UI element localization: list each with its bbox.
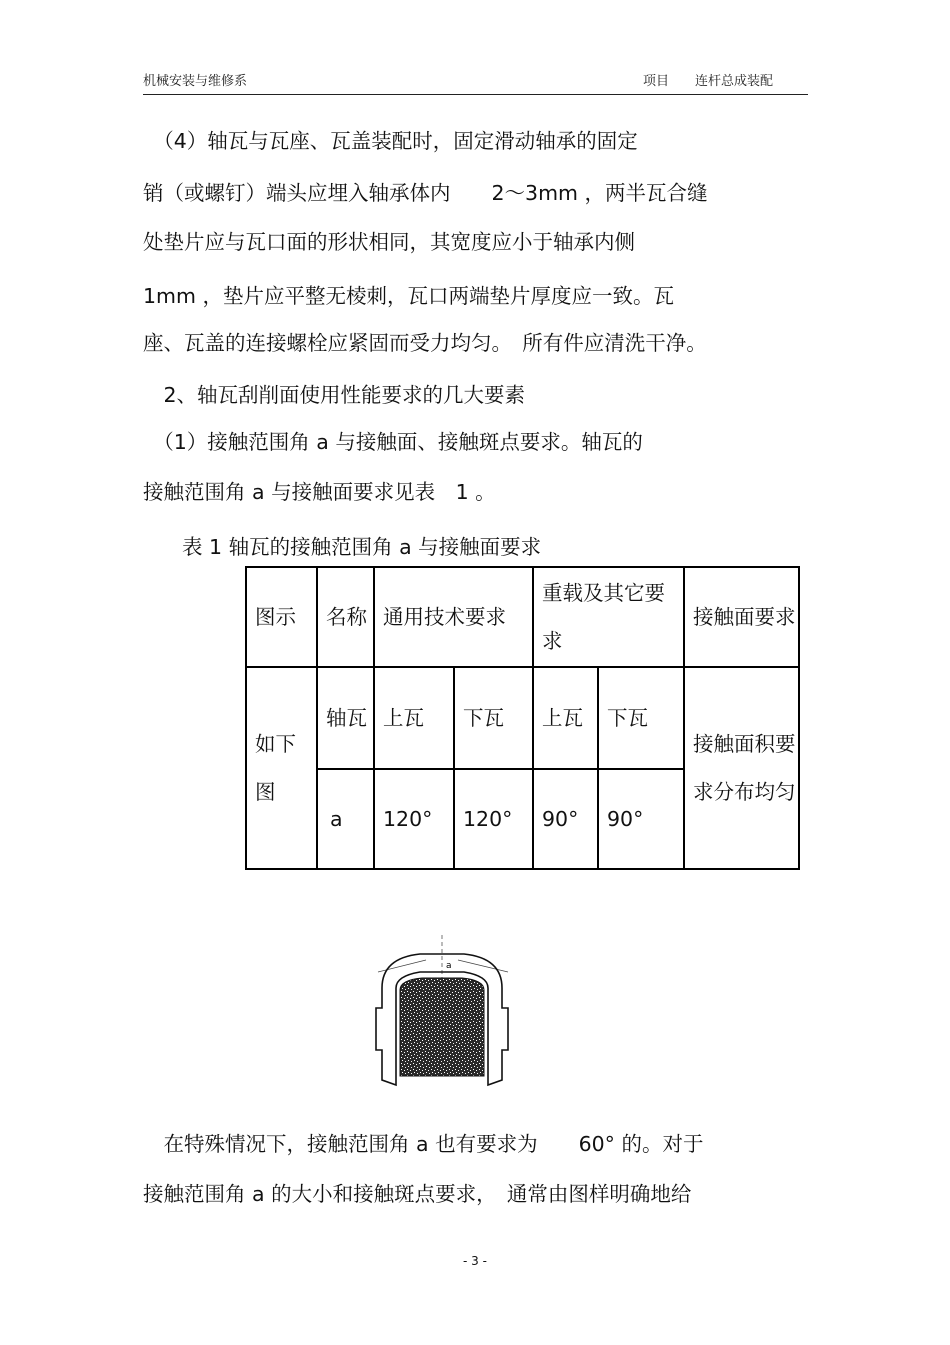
angle-line-right bbox=[458, 960, 508, 972]
page-number: - 3 - bbox=[463, 1254, 487, 1268]
cell-upper-shell-heavy: 上瓦 bbox=[533, 667, 598, 769]
angle-line-left bbox=[378, 960, 426, 972]
cell-bearing-shell: 轴瓦 bbox=[317, 667, 374, 769]
header-name: 名称 bbox=[317, 567, 374, 667]
paragraph-line: 1mm ，垫片应平整无棱刺，瓦口两端垫片厚度应一致。瓦 bbox=[143, 284, 674, 308]
cell-angle-value: 120° bbox=[374, 769, 454, 869]
table-caption: 表 1 轴瓦的接触范围角 a 与接触面要求 bbox=[182, 535, 542, 559]
paragraph-line: 接触范围角 a 的大小和接触斑点要求， 通常由图样明确地给 bbox=[143, 1182, 692, 1206]
contact-area bbox=[400, 978, 484, 1076]
cell-angle-symbol: a bbox=[317, 769, 374, 869]
cell-figure-ref: 如下图 bbox=[246, 667, 317, 869]
paragraph-line: 处垫片应与瓦口面的形状相同，其宽度应小于轴承内侧 bbox=[143, 230, 635, 254]
paragraph-line: 在特殊情况下，接触范围角 a 也有要求为 60° 的。对于 bbox=[143, 1132, 704, 1156]
cell-upper-shell: 上瓦 bbox=[374, 667, 454, 769]
header-figure: 图示 bbox=[246, 567, 317, 667]
paragraph-line: 座、瓦盖的连接螺栓应紧固而受力均匀。 所有件应清洗干净。 bbox=[143, 331, 707, 355]
cell-contact-requirement: 接触面积要求分布均匀 bbox=[684, 667, 799, 869]
section-heading: 2、轴瓦刮削面使用性能要求的几大要素 bbox=[143, 383, 526, 407]
angle-label: a bbox=[446, 961, 452, 971]
header-rule bbox=[143, 94, 808, 95]
cell-lower-shell-heavy: 下瓦 bbox=[598, 667, 684, 769]
header-contact-surface: 接触面要求 bbox=[684, 567, 799, 667]
header-project bbox=[643, 70, 773, 89]
paragraph-line: 接触范围角 a 与接触面要求见表 1 。 bbox=[143, 480, 496, 504]
bearing-shell-figure bbox=[370, 930, 530, 1090]
cell-angle-value: 120° bbox=[454, 769, 533, 869]
header-heavy-load-requirement: 重载及其它要求 bbox=[533, 567, 684, 667]
cell-angle-value: 90° bbox=[598, 769, 684, 869]
header-general-requirement: 通用技术要求 bbox=[374, 567, 533, 667]
paragraph-line: 销（或螺钉）端头应埋入轴承体内 2～3mm ，两半瓦合缝 bbox=[143, 181, 708, 205]
header-project-name: 连杆总成装配 bbox=[695, 74, 774, 89]
cell-lower-shell: 下瓦 bbox=[454, 667, 533, 769]
paragraph-line: （4）轴瓦与瓦座、瓦盖装配时，固定滑动轴承的固定 bbox=[143, 129, 638, 153]
contact-requirement-table bbox=[245, 566, 800, 870]
header-department: 机械安装与维修系 bbox=[143, 74, 248, 89]
paragraph-line: （1）接触范围角 a 与接触面、接触斑点要求。轴瓦的 bbox=[143, 430, 643, 454]
cell-angle-value: 90° bbox=[533, 769, 598, 869]
header-project-label: 项目 bbox=[643, 74, 670, 89]
